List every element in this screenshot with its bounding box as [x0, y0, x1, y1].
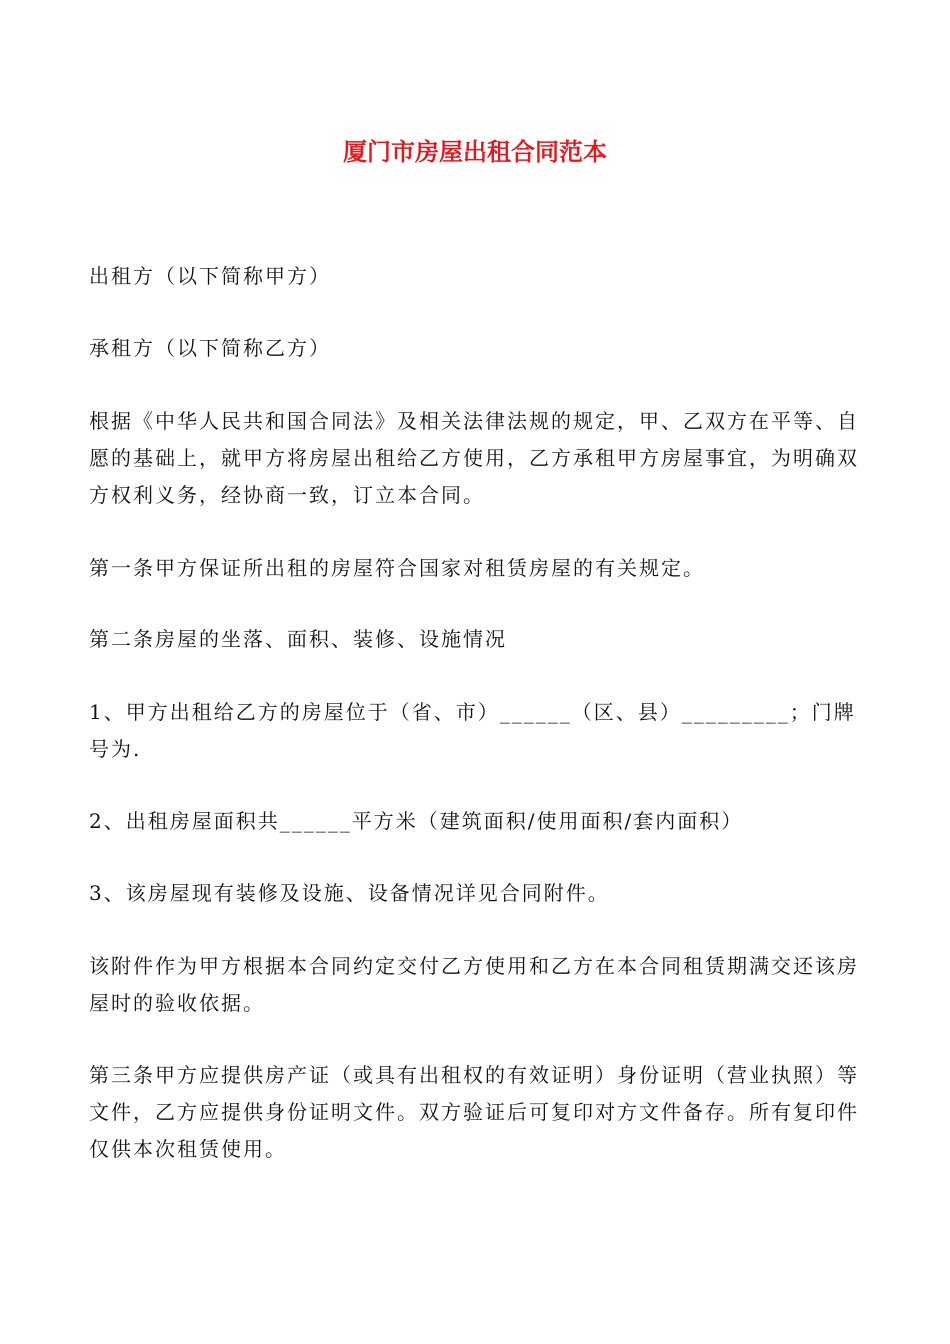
- paragraph-article-3: 第三条甲方应提供房产证（或具有出租权的有效证明）身份证明（营业执照）等文件，乙方应提供身份证明文件。双方验证后可复印对方文件备存。所有复印件仅供本次租赁使用。: [89, 1063, 859, 1161]
- paragraph-item-2: 2、出租房屋面积共______平方米（建筑面积/使用面积/套内面积）: [89, 809, 744, 833]
- paragraph-item-1: 1、甲方出租给乙方的房屋位于（省、市）______（区、县）_________；门牌号为.: [89, 700, 856, 761]
- document-title: 厦门市房屋出租合同范本: [343, 138, 607, 166]
- paragraph-attachment: 该附件作为甲方根据本合同约定交付乙方使用和乙方在本合同租赁期满交还该房屋时的验收依据。: [89, 954, 859, 1015]
- paragraph-item-3: 3、该房屋现有装修及设施、设备情况详见合同附件。: [89, 881, 610, 905]
- paragraph-lessee: 承租方（以下简称乙方）: [89, 336, 331, 360]
- paragraph-article-1: 第一条甲方保证所出租的房屋符合国家对租赁房屋的有关规定。: [89, 556, 705, 580]
- paragraph-lessor: 出租方（以下简称甲方）: [89, 264, 331, 288]
- paragraph-article-2: 第二条房屋的坐落、面积、装修、设施情况: [89, 627, 507, 651]
- paragraph-preamble: 根据《中华人民共和国合同法》及相关法律法规的规定，甲、乙双方在平等、自愿的基础上，就甲方将房屋出租给乙方使用，乙方承租甲方房屋事宜，为明确双方权利义务，经协商一致，订立本合同。: [89, 409, 859, 507]
